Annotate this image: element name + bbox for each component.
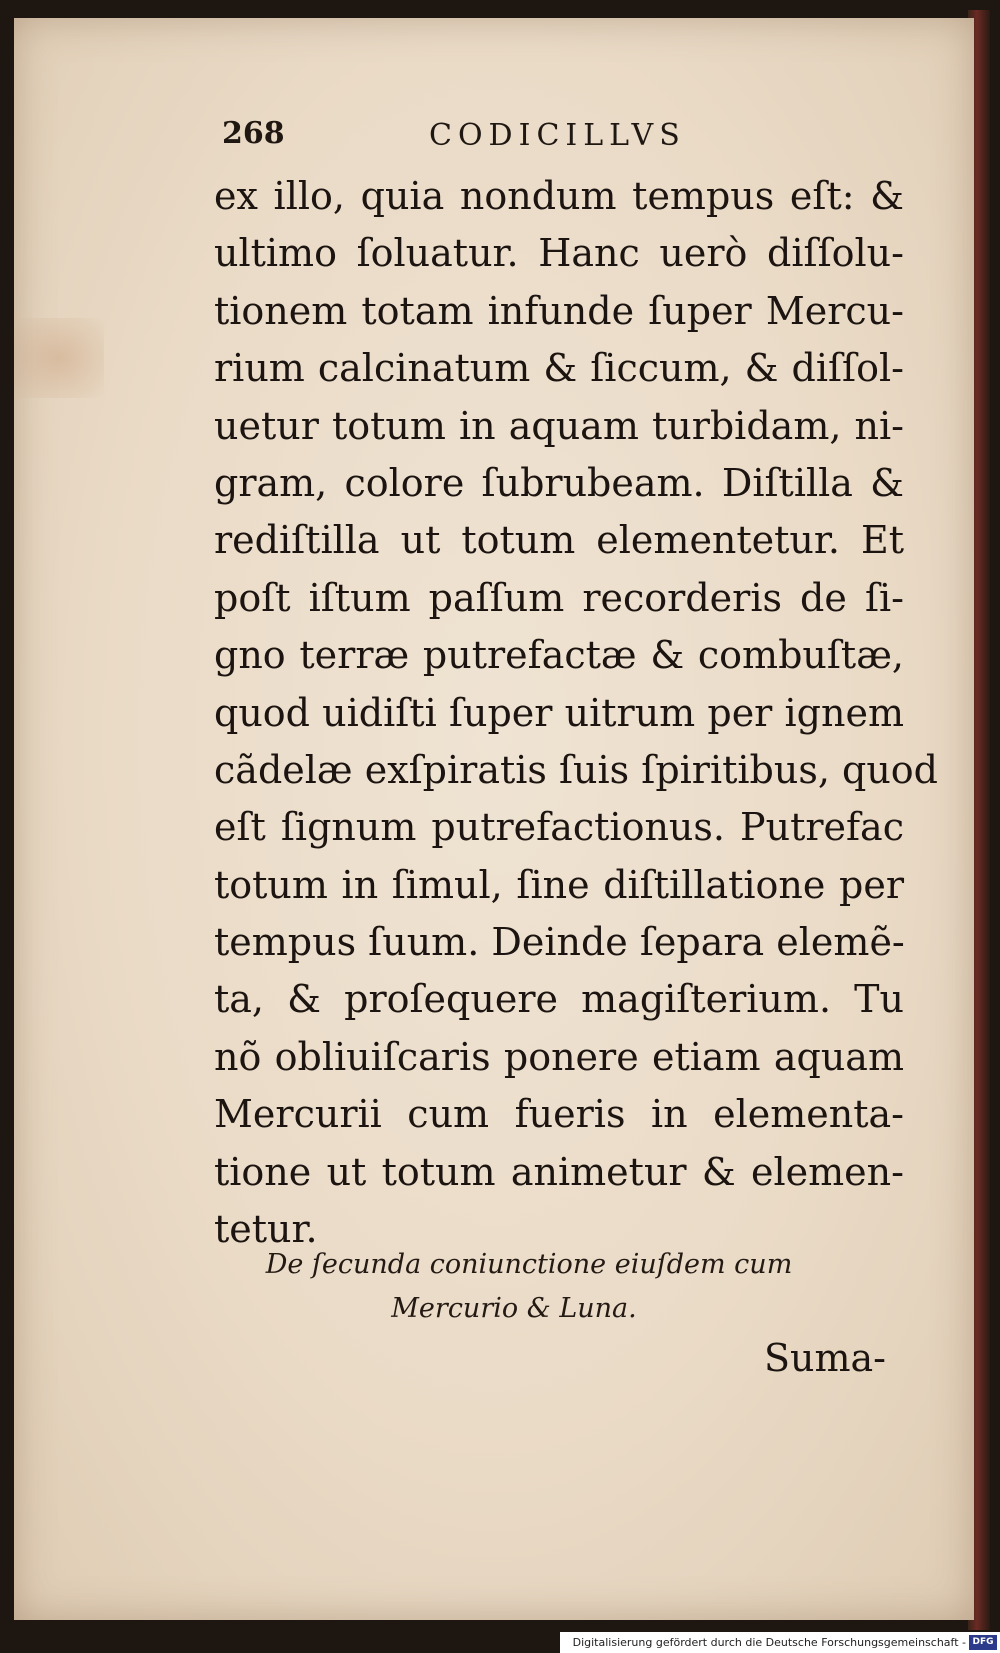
digitization-credit: Digitalisierung gefördert durch die Deutsche Forschungsgemeinschaft - [572, 1636, 966, 1649]
section-heading-line: Mercurio & Luna. [391, 1293, 637, 1324]
text-line: tetur. [214, 1207, 318, 1252]
text-line: ta, & proſequere magiſterium. Tu [214, 977, 904, 1022]
text-line: Mercurii cum fueris in elementa- [214, 1092, 904, 1137]
text-line: uetur totum in aquam turbidam, ni- [214, 403, 904, 448]
text-line: cãdelæ exſpiratis ſuis ſpiritibus, quod [214, 747, 939, 792]
section-heading [14, 1243, 974, 1331]
text-line: poſt iſtum paſſum recorderis de ſi- [214, 575, 904, 620]
text-line: tempus ſuum. Deinde ſepara elemẽ- [214, 920, 905, 965]
digitization-credit-bar [560, 1632, 1000, 1653]
page-stain [14, 318, 104, 398]
text-line: nõ obliuiſcaris ponere etiam aquam [214, 1034, 904, 1079]
text-line: tionem totam infunde ſuper Mercu- [214, 288, 904, 333]
body-text [214, 168, 939, 1258]
page-number: 268 [222, 116, 285, 151]
text-line: rediſtilla ut totum elementetur. Et [214, 518, 904, 563]
text-line: totum in ſimul, ſine diſtillatione per [214, 862, 904, 907]
text-line: eſt ſignum putrefactionus. Putrefac [214, 805, 904, 850]
text-line: ultimo ſoluatur. Hanc uerò diſſolu- [214, 231, 904, 276]
running-title: CODICILLVS [429, 118, 686, 153]
section-heading-line: De ſecunda coniunctione eiuſdem cum [265, 1249, 793, 1280]
text-line: gno terræ putrefactæ & combuſtæ, [214, 633, 904, 678]
text-line: quod uidiſti ſuper uitrum per ignem [214, 690, 904, 735]
text-line: gram, colore ſubrubeam. Diſtilla & [214, 460, 904, 505]
text-line: tione ut totum animetur & elemen- [214, 1149, 904, 1194]
text-line: ex illo, quia nondum tempus eſt: & [214, 174, 904, 218]
catchword: Suma- [763, 1336, 886, 1380]
book-page [14, 18, 974, 1620]
dfg-logo-icon: DFG [969, 1635, 997, 1650]
text-line: rium calcinatum & ſiccum, & diſſol- [214, 346, 904, 391]
